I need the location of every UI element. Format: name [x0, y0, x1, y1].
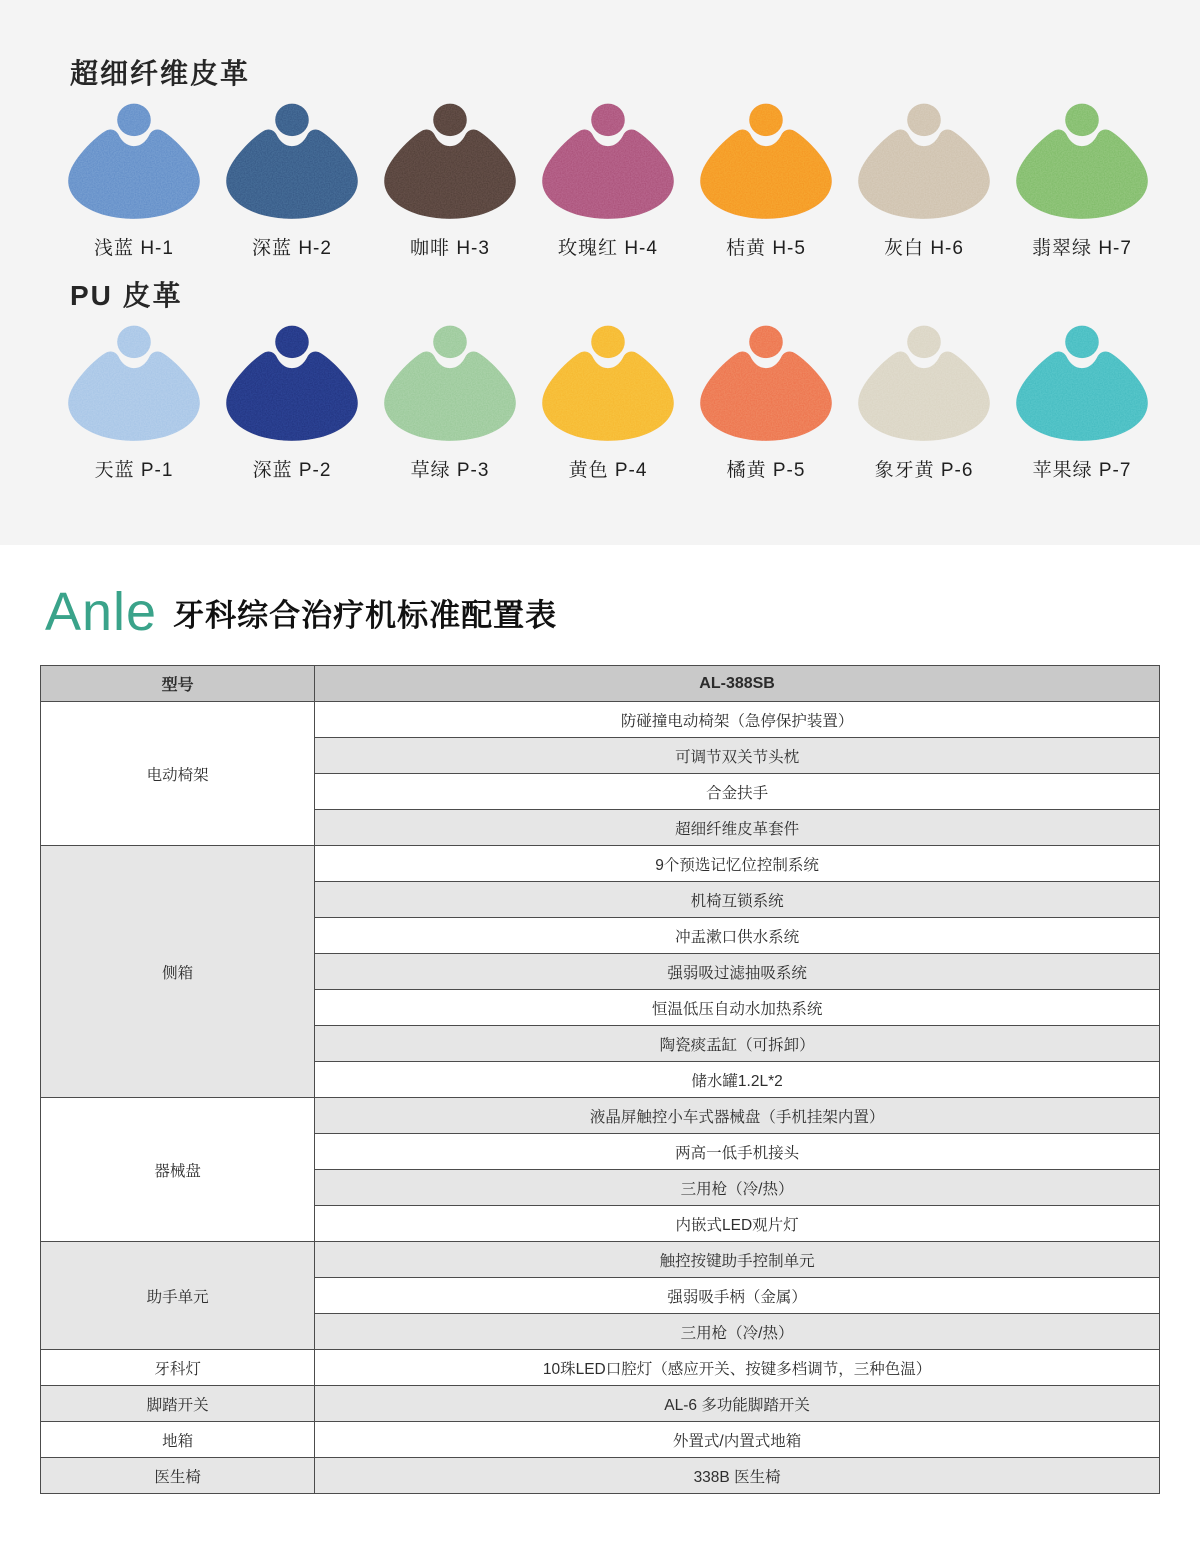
table-row [41, 846, 1160, 882]
swatch-label: 翡翠绿 H-7 [1032, 238, 1132, 259]
group-label: 电动椅架 [41, 702, 315, 846]
group-label: 牙科灯 [41, 1350, 315, 1386]
table-row [41, 1386, 1160, 1422]
cushion-shape-icon [529, 324, 687, 450]
cushion-shape-icon [371, 102, 529, 228]
cushion-shape-icon [55, 102, 213, 228]
table-header-row [41, 666, 1160, 702]
spec-item: 机椅互锁系统 [315, 882, 1160, 918]
cushion-shape-icon [845, 324, 1003, 450]
spec-item: 冲盂漱口供水系统 [315, 918, 1160, 954]
cushion-shape-icon [55, 324, 213, 450]
page-title: 牙科综合治疗机标准配置表 [173, 597, 558, 633]
leather-swatch [529, 324, 687, 482]
swatch-label: 天蓝 P-1 [94, 460, 174, 481]
config-table-body [41, 702, 1160, 1494]
spec-item: 触控按键助手控制单元 [315, 1242, 1160, 1278]
spec-item: 陶瓷痰盂缸（可拆卸） [315, 1026, 1160, 1062]
leather-swatch [213, 102, 371, 260]
spec-item: 10珠LED口腔灯（感应开关、按键多档调节，三种色温） [315, 1350, 1160, 1386]
leather-swatch [687, 324, 845, 482]
leather-swatch [55, 102, 213, 260]
microfiber-leather-heading: 超细纤维皮革 [70, 58, 251, 89]
swatch-row-pu [55, 324, 1145, 482]
cushion-shape-icon [845, 102, 1003, 228]
swatch-label: 深蓝 H-2 [252, 238, 332, 259]
swatch-label: 咖啡 H-3 [410, 238, 490, 259]
leather-swatch [1003, 324, 1161, 482]
spec-item: 两高一低手机接头 [315, 1134, 1160, 1170]
spec-item: 超细纤维皮革套件 [315, 810, 1160, 846]
cushion-shape-icon [1003, 324, 1161, 450]
spec-item: 恒温低压自动水加热系统 [315, 990, 1160, 1026]
brand-logo: Anle [45, 582, 158, 642]
table-row [41, 1350, 1160, 1386]
spec-item: 强弱吸手柄（金属） [315, 1278, 1160, 1314]
leather-swatch [1003, 102, 1161, 260]
group-label: 助手单元 [41, 1242, 315, 1350]
swatch-label: 黄色 P-4 [568, 460, 648, 481]
group-label: 侧箱 [41, 846, 315, 1098]
leather-swatch [213, 324, 371, 482]
spec-item: 9个预选记忆位控制系统 [315, 846, 1160, 882]
cushion-shape-icon [687, 324, 845, 450]
swatch-label: 草绿 P-3 [410, 460, 490, 481]
spec-item: 内嵌式LED观片灯 [315, 1206, 1160, 1242]
swatch-row-microfiber [55, 102, 1145, 260]
swatch-label: 玫瑰红 H-4 [558, 238, 658, 259]
pu-leather-heading: PU 皮革 [70, 280, 183, 311]
leather-swatch-panel [0, 0, 1200, 545]
cushion-shape-icon [529, 102, 687, 228]
swatch-label: 橘黄 P-5 [726, 460, 806, 481]
spec-item: AL-6 多功能脚踏开关 [315, 1386, 1160, 1422]
spec-item: 338B 医生椅 [315, 1458, 1160, 1494]
spec-item: 可调节双关节头枕 [315, 738, 1160, 774]
group-label: 地箱 [41, 1422, 315, 1458]
cushion-shape-icon [213, 102, 371, 228]
spec-item: 液晶屏触控小车式器械盘（手机挂架内置） [315, 1098, 1160, 1134]
leather-swatch [371, 102, 529, 260]
table-row [41, 702, 1160, 738]
config-table [40, 665, 1160, 1494]
leather-swatch [529, 102, 687, 260]
leather-swatch [845, 324, 1003, 482]
spec-item: 外置式/内置式地箱 [315, 1422, 1160, 1458]
leather-swatch [687, 102, 845, 260]
cushion-shape-icon [213, 324, 371, 450]
swatch-label: 灰白 H-6 [884, 238, 964, 259]
cushion-shape-icon [687, 102, 845, 228]
group-label: 医生椅 [41, 1458, 315, 1494]
swatch-label: 桔黄 H-5 [726, 238, 806, 259]
table-header-model-label: 型号 [41, 666, 315, 702]
swatch-label: 象牙黄 P-6 [874, 460, 974, 481]
spec-item: 储水罐1.2L*2 [315, 1062, 1160, 1098]
group-label: 脚踏开关 [41, 1386, 315, 1422]
config-title [45, 582, 1160, 642]
swatch-label: 浅蓝 H-1 [94, 238, 174, 259]
table-row [41, 1422, 1160, 1458]
cushion-shape-icon [1003, 102, 1161, 228]
swatch-label: 深蓝 P-2 [252, 460, 332, 481]
spec-item: 合金扶手 [315, 774, 1160, 810]
config-section [0, 545, 1200, 1494]
table-header-model-value: AL-388SB [315, 666, 1160, 702]
spec-item: 三用枪（冷/热） [315, 1314, 1160, 1350]
group-label: 器械盘 [41, 1098, 315, 1242]
table-row [41, 1458, 1160, 1494]
spec-item: 三用枪（冷/热） [315, 1170, 1160, 1206]
cushion-shape-icon [371, 324, 529, 450]
spec-item: 防碰撞电动椅架（急停保护装置） [315, 702, 1160, 738]
leather-swatch [55, 324, 213, 482]
table-row [41, 1098, 1160, 1134]
leather-swatch [371, 324, 529, 482]
swatch-label: 苹果绿 P-7 [1032, 460, 1132, 481]
table-row [41, 1242, 1160, 1278]
spec-item: 强弱吸过滤抽吸系统 [315, 954, 1160, 990]
leather-swatch [845, 102, 1003, 260]
